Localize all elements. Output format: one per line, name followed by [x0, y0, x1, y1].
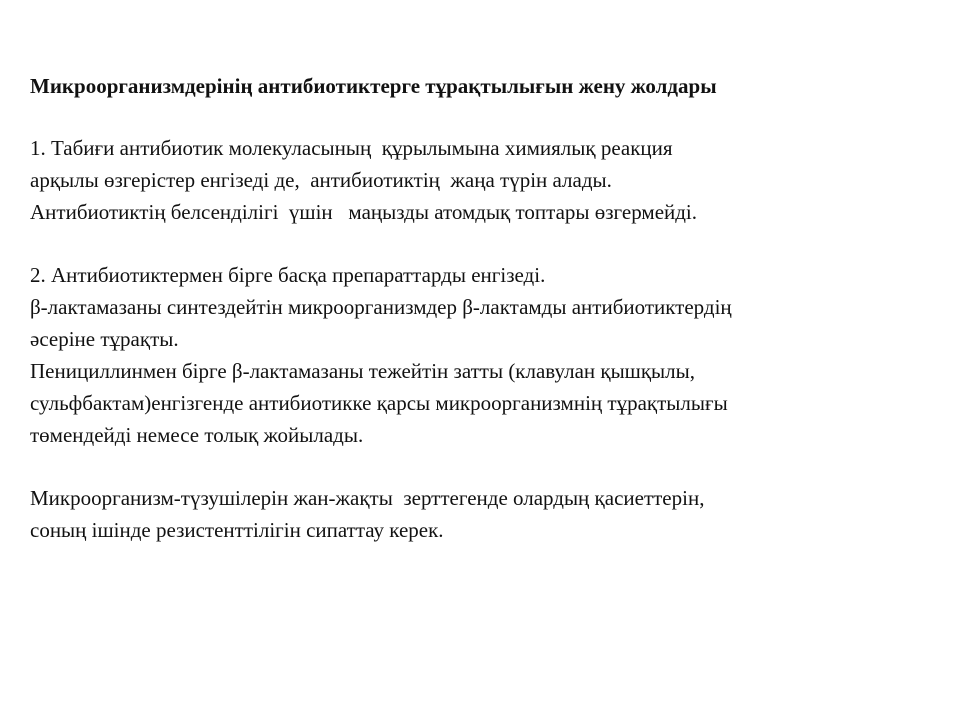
paragraph-line: әсеріне тұрақты. — [30, 327, 179, 351]
slide-content — [30, 70, 940, 577]
paragraph-line: соның ішінде резистенттілігін сипаттау керек. — [30, 518, 444, 542]
paragraph-line: арқылы өзгерістер енгізеді де, антибиотиктің жаңа түрін алады. — [30, 168, 612, 192]
paragraph-line: β-лактамазаны синтездейтін микроорганизмдер β-лактамды антибиотиктердің — [30, 295, 732, 319]
paragraph-3 — [30, 482, 940, 546]
paragraph-line: төмендейді немесе толық жойылады. — [30, 423, 364, 447]
paragraph-line: Пенициллинмен бірге β-лактамазаны тежейтін затты (клавулан қышқылы, — [30, 359, 696, 383]
paragraph-line: 1. Табиғи антибиотик молекуласының құрылымына химиялық реакция — [30, 136, 673, 160]
paragraph-line: Микроорганизм-түзушілерін жан-жақты зерттегенде олардың қасиеттерін, — [30, 486, 705, 510]
paragraph-line: 2. Антибиотиктермен бірге басқа препараттарды енгізеді. — [30, 263, 546, 287]
paragraph-2 — [30, 259, 940, 451]
slide-title: Микроорганизмдерінің антибиотиктерге тұрақтылығын жену жолдары — [30, 74, 717, 98]
paragraph-line: Антибиотиктің белсенділігі үшін маңызды атомдық топтары өзгермейді. — [30, 200, 698, 224]
paragraph-1 — [30, 132, 940, 228]
paragraph-line: сульфбактам)енгізгенде антибиотикке қарсы микроорганизмнің тұрақтылығы — [30, 391, 728, 415]
